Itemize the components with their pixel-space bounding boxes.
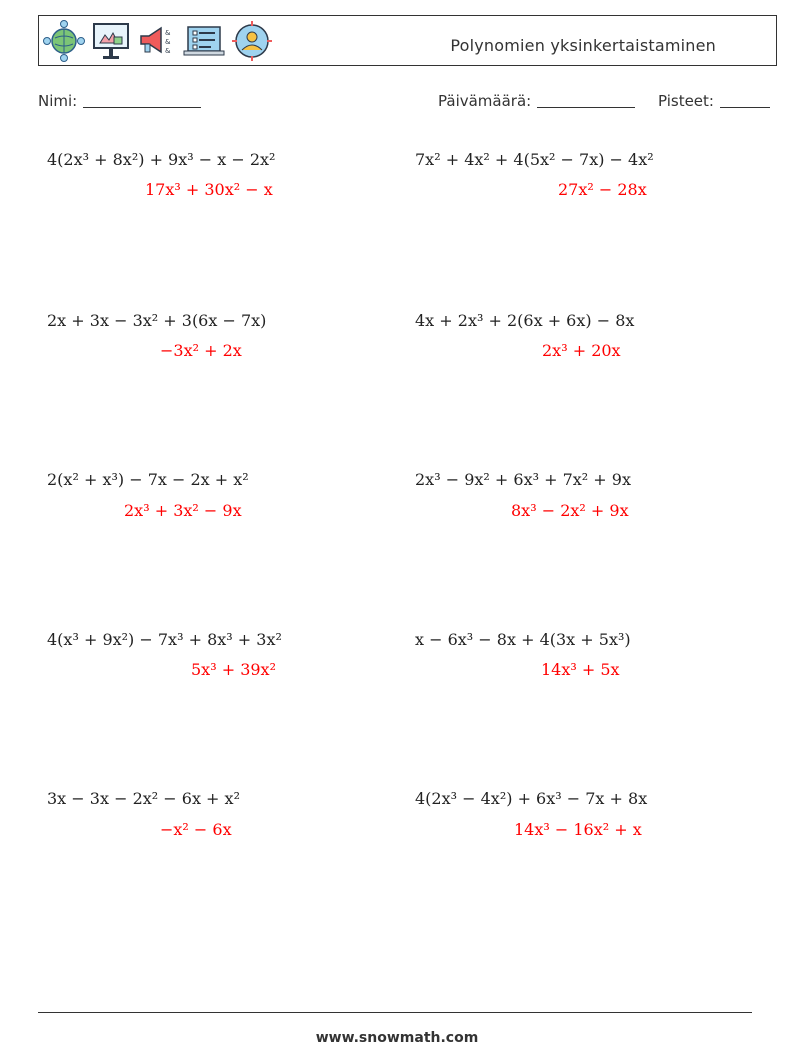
answer-8: 14x³ + 5x — [541, 660, 620, 679]
answer-10: 14x³ − 16x² + x — [514, 820, 642, 839]
answer-7: 5x³ + 39x² — [191, 660, 276, 679]
answer-3: −3x² + 2x — [160, 341, 242, 360]
score-label: Pisteet: — [658, 92, 714, 110]
header-icons — [43, 22, 273, 60]
name-blank[interactable] — [83, 93, 201, 108]
problem-3: 2x + 3x − 3x² + 3(6x − 7x) — [47, 311, 267, 330]
worksheet-title: Polynomien yksinkertaistaminen — [450, 36, 716, 55]
footer-url: www.snowmath.com — [315, 1030, 479, 1046]
svg-text:&: & — [165, 29, 171, 37]
presentation-board-icon — [91, 21, 131, 61]
answer-6: 8x³ − 2x² + 9x — [511, 501, 629, 520]
problem-5: 2(x² + x³) − 7x − 2x + x² — [47, 470, 249, 489]
problem-10: 4(2x³ − 4x²) + 6x³ − 7x + 8x — [415, 789, 648, 808]
answer-4: 2x³ + 20x — [542, 341, 621, 360]
checklist-laptop-icon — [183, 21, 225, 61]
globe-network-icon — [43, 20, 85, 62]
problem-1: 4(2x³ + 8x²) + 9x³ − x − 2x² — [47, 150, 276, 169]
problem-8: x − 6x³ − 8x + 4(3x + 5x³) — [415, 630, 631, 649]
svg-text:&: & — [165, 38, 171, 46]
problem-4: 4x + 2x³ + 2(6x + 6x) − 8x — [415, 311, 635, 330]
date-label: Päivämäärä: — [438, 92, 532, 110]
name-label: Nimi: — [38, 92, 78, 110]
problem-7: 4(x³ + 9x²) − 7x³ + 8x³ + 3x² — [47, 630, 282, 649]
answer-1: 17x³ + 30x² − x — [145, 180, 273, 199]
date-blank[interactable] — [537, 93, 635, 108]
footer-divider — [38, 1012, 752, 1013]
problem-9: 3x − 3x − 2x² − 6x + x² — [47, 789, 240, 808]
user-target-icon — [231, 20, 273, 62]
answer-5: 2x³ + 3x² − 9x — [124, 501, 242, 520]
answer-2: 27x² − 28x — [558, 180, 647, 199]
score-blank[interactable] — [720, 93, 770, 108]
name-field — [38, 92, 201, 110]
worksheet-header — [38, 15, 777, 66]
svg-text:&: & — [165, 47, 171, 55]
megaphone-icon — [137, 21, 177, 61]
answer-9: −x² − 6x — [160, 820, 232, 839]
score-field — [658, 92, 770, 110]
problem-6: 2x³ − 9x² + 6x³ + 7x² + 9x — [415, 470, 631, 489]
problem-2: 7x² + 4x² + 4(5x² − 7x) − 4x² — [415, 150, 654, 169]
date-field — [438, 92, 635, 110]
